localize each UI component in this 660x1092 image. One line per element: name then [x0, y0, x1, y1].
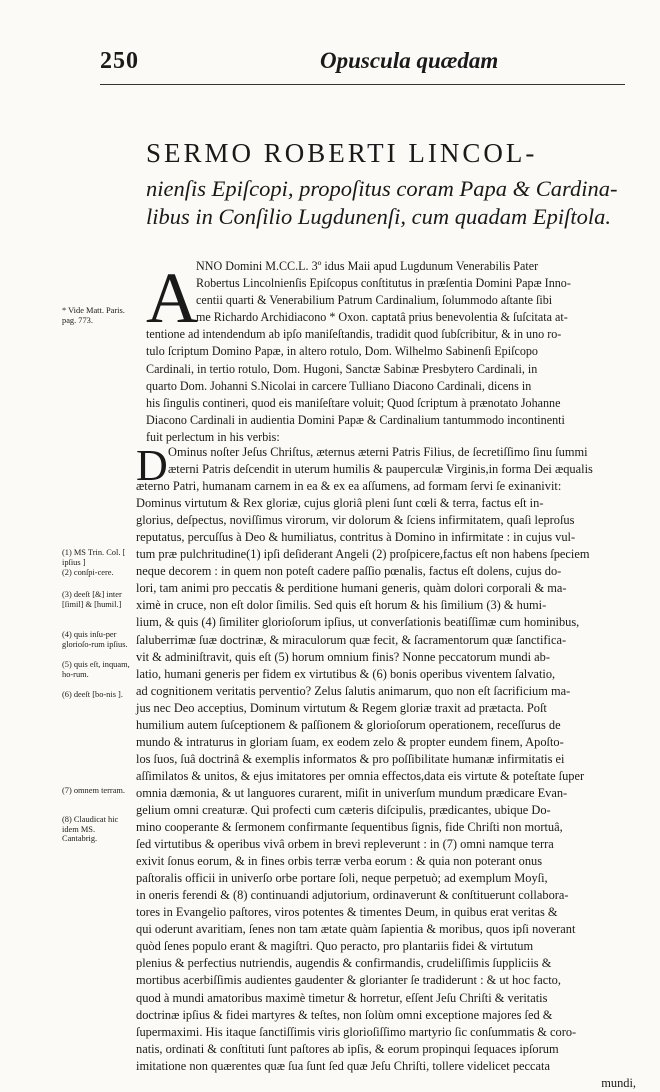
text-line: omnia dæmonia, & ut languores curarent, miſit in univerſum mundum prædicare Evan- — [136, 785, 568, 800]
text-line: imitatione non quærentes quæ ſua ſunt ſed quæ Jeſu Chriſti, tollere videlicet peccata — [136, 1058, 550, 1073]
text-line: Diacono Cardinali in audientia Domini Papæ & Cardinalium tantummodo incontinenti — [146, 412, 565, 427]
text-line: lori, tam animi pro peccatis & perditione humani generis, quàm dolori corporali & ma- — [136, 581, 567, 596]
text-line: NNO Domini M.CC.L. 3º idus Maii apud Lugdunum Venerabilis Pater — [196, 259, 539, 273]
title-line-3: libus in Conſilio Lugdunenſi, cum quadam Epiſtola. — [146, 204, 612, 229]
header-rule — [100, 84, 625, 85]
text-line: æterno Patri, humanam carnem in ea & ex ea aſſumens, ad formam ſervi ſe exinanivit: — [136, 479, 562, 494]
margin-note: (6) deeſt [bo-nis ]. — [62, 690, 123, 699]
text-line: doctrinæ ipſius & fidei martyres & teſtes, non ſolùm omni exceptione majores ſed & — [136, 1007, 553, 1022]
text-line: gelium omni creaturæ. Qui profecti cum cæteris diſcipulis, prædicantes, ubique Do- — [136, 802, 551, 817]
text-line: his ſingulis contineri, quod eis maniſeſtare voluit; Quod ſcriptum à prænotato Johanne — [146, 395, 561, 410]
text-line: mino cooperante & ſermonem confirmante ſequentibus ſignis, fide Chriſti non mortuâ, — [136, 820, 563, 835]
text-line: fuit perlectum in his verbis: — [146, 429, 280, 444]
text-line: Robertus Lincolnienſis Epiſcopus conſtitutus in præſentia Domini Papæ Inno- — [196, 276, 571, 291]
text-line: tentione ad intendendum ab ipſo maniſeſtandis, tradidit quod ſubſcribitur, & in uno ro- — [146, 327, 562, 342]
text-line: los ſuos, ſuâ doctrinâ & exemplis informatos & pro poſſibilitate humanæ infirmitatis ei — [136, 751, 565, 766]
margin-note: (3) deeſt [&] inter [ſimil] & [humil.] — [62, 590, 122, 609]
text-line: paſtoralis officii in univerſo orbe portare ſoli, neque perpetuò; ad exemplum Moyſi, — [136, 871, 548, 886]
page-number: 250 — [100, 48, 139, 74]
text-line: lium, & quis (4) ſimiliter glorioſorum ipſius, ut converſationis beatiſſimæ cum hominibus, — [136, 615, 580, 630]
sermon-title — [146, 138, 636, 231]
text-line: ad cognitionem veritatis perventio? Zelus ſalutis animarum, quo non eſt ſacrificium ma- — [136, 683, 571, 698]
margin-note: (2) conſpi-cere. — [62, 568, 114, 577]
catchword: mundi, — [601, 1075, 636, 1090]
margin-note: (1) MS Trin. Col. [ ipſius ] — [62, 548, 126, 567]
text-line: quòd ſenes populo erant & magiſtri. Quo peracto, pro plantariis fidei & virtutum — [136, 939, 534, 954]
text-line: Ominus noſter Jeſus Chriſtus, æternus æterni Patris Filius, de ſecretiſſimo ſinu ſummi — [168, 445, 588, 459]
text-line: ſupermaximi. His itaque ſanctiſſimis viris glorioſiſſimo martyrio ſic conſummatis & coro- — [136, 1024, 577, 1039]
text-line: Dominus virtutum & Rex gloriæ, cujus gloriâ pleni ſunt cœli & terra, factus eſt in- — [136, 496, 544, 511]
text-line: mortibus acerbiſſimis audientes gaudenter & glorianter ſe tradiderunt : & ut hoc facto, — [136, 973, 561, 988]
margin-note: (4) quis inſu-per glorioſo-rum ipſius. — [62, 630, 128, 649]
text-line: vit & adminiſtravit, quis eſt (5) horum omnium finis? Nonne peccatorum mundi ab- — [136, 649, 550, 664]
text-line: æterni Patris deſcendit in uterum humilis & pauperculæ Virginis,in forma Dei æqualis — [168, 462, 593, 477]
text-line: latio, humani generis per fidem ex virtutibus & (6) bonis operibus viventem ſalvatio, — [136, 666, 556, 681]
margin-note: * Vide Matt. Paris. pag. 773. — [62, 306, 125, 325]
margin-note: (8) Claudicat hic idem MS. Cantabrig. — [62, 815, 119, 844]
sermon-body — [136, 441, 636, 1092]
drop-cap-d: D — [136, 441, 168, 490]
text-line: tum præ pulchritudine(1) ipſi deſiderant Angeli (2) proſpicere,factus eſt non habens ſpeciem — [136, 547, 590, 562]
text-line: humilium autem ſuſceptionem & paſſionem & glorioſorum operationem, receſſurus de — [136, 717, 561, 732]
margin-note: (7) omnem terram. — [62, 786, 126, 795]
text-line: mundo & intraturus in gloriam ſuam, ex eodem zelo & propter eundem finem, Apoſto- — [136, 734, 564, 749]
title-line-2: nienſis Epiſcopi, propoſitus coram Papa & Cardina- — [146, 176, 618, 201]
text-line: natis, ordinati & conſtituti ſunt paſtores ab ipſis, & eorum propinqui ſequaces ipſorum — [136, 1041, 559, 1056]
text-line: Cardinali, in tertio rotulo, Dom. Hugoni, Sanctæ Sabinæ Presbytero Cardinali, in — [146, 361, 538, 376]
text-line: me Richardo Archidiacono * Oxon. captatâ prius benevolentia & ſuſcitata at- — [196, 310, 568, 325]
text-line: aſſimilatos & unitos, & ejus imitatores per omnia effectos,data eis virtute & poteſtate ſuper — [136, 768, 585, 783]
text-line: reputatus, percuſſus à Deo & humiliatus, contritus à Domino in infirmitate : in cujus vul- — [136, 530, 576, 545]
text-line: exivit ſonus eorum, & in fines orbis terræ verba eorum : & quia non poterant onus — [136, 854, 543, 869]
text-line: glorius, deſpectus, noviſſimus virorum, vir dolorum & ſciens infirmitatem, quaſi leproſus — [136, 513, 575, 528]
text-line: tores in Evangelio paſtores, viros potentes & timentes Deum, in quibus erat veritas & — [136, 905, 558, 920]
text-line: qui oderunt avaritiam, ſenes non tam ætate quàm ſapientia & moribus, quos ipſi noverant — [136, 922, 576, 937]
text-line: jus nec Deo acceptius, Dominum virtutum & Regem gloriæ traxit ad prætacta. Poſt — [136, 700, 547, 715]
text-line: quarto Dom. Johanni S.Nicolai in carcere Tulliano Diacono Cardinali, dicens in — [146, 378, 532, 393]
running-title: Opuscula quædam — [320, 48, 499, 73]
title-line-1: SERMO ROBERTI LINCOL- — [146, 138, 538, 168]
text-line: plenius & perfectius nutriendis, augendis & confirmandis, crudeliſſimis ſuppliciis & — [136, 956, 552, 971]
text-line: tulo ſcriptum Domino Papæ, in altero rotulo, Dom. Wilhelmo Sabinenſi Epiſcopo — [146, 344, 538, 359]
text-line: centii quarti & Venerabilium Patrum Cardinalium, ſolummodo aſtante ſibi — [196, 293, 553, 308]
text-line: ximè in cruce, non eſt dolor ſimilis. Sed quis eſt horum & his ſimilium (3) & humi- — [136, 598, 547, 613]
intro-paragraph — [146, 258, 636, 446]
text-line: ſed virtutibus & operibus vivâ orbem in brevi repleverunt : in (7) omni namque terra — [136, 837, 554, 852]
text-line: ſaluberrimæ ſuæ doctrinæ, & miraculorum quæ fecit, & ſacramentorum quæ ſanctifica- — [136, 632, 567, 647]
margin-note: (5) quis eſt, inquam, ho-rum. — [62, 660, 130, 679]
text-line: in oneris ferendi & (8) continuandi adjutorium, ordinaverunt & conſtituerunt collabora- — [136, 888, 569, 903]
text-line: quod à mundi amatoribus maximè timetur & horretur, eſſent Jeſu Chriſti & veritatis — [136, 990, 548, 1005]
text-line: neque decorem : in quem non poteſt cadere paſſio pœnalis, factus eſt dolens, cujus do- — [136, 564, 562, 579]
running-header — [100, 48, 625, 82]
drop-cap-a: A — [146, 258, 198, 338]
